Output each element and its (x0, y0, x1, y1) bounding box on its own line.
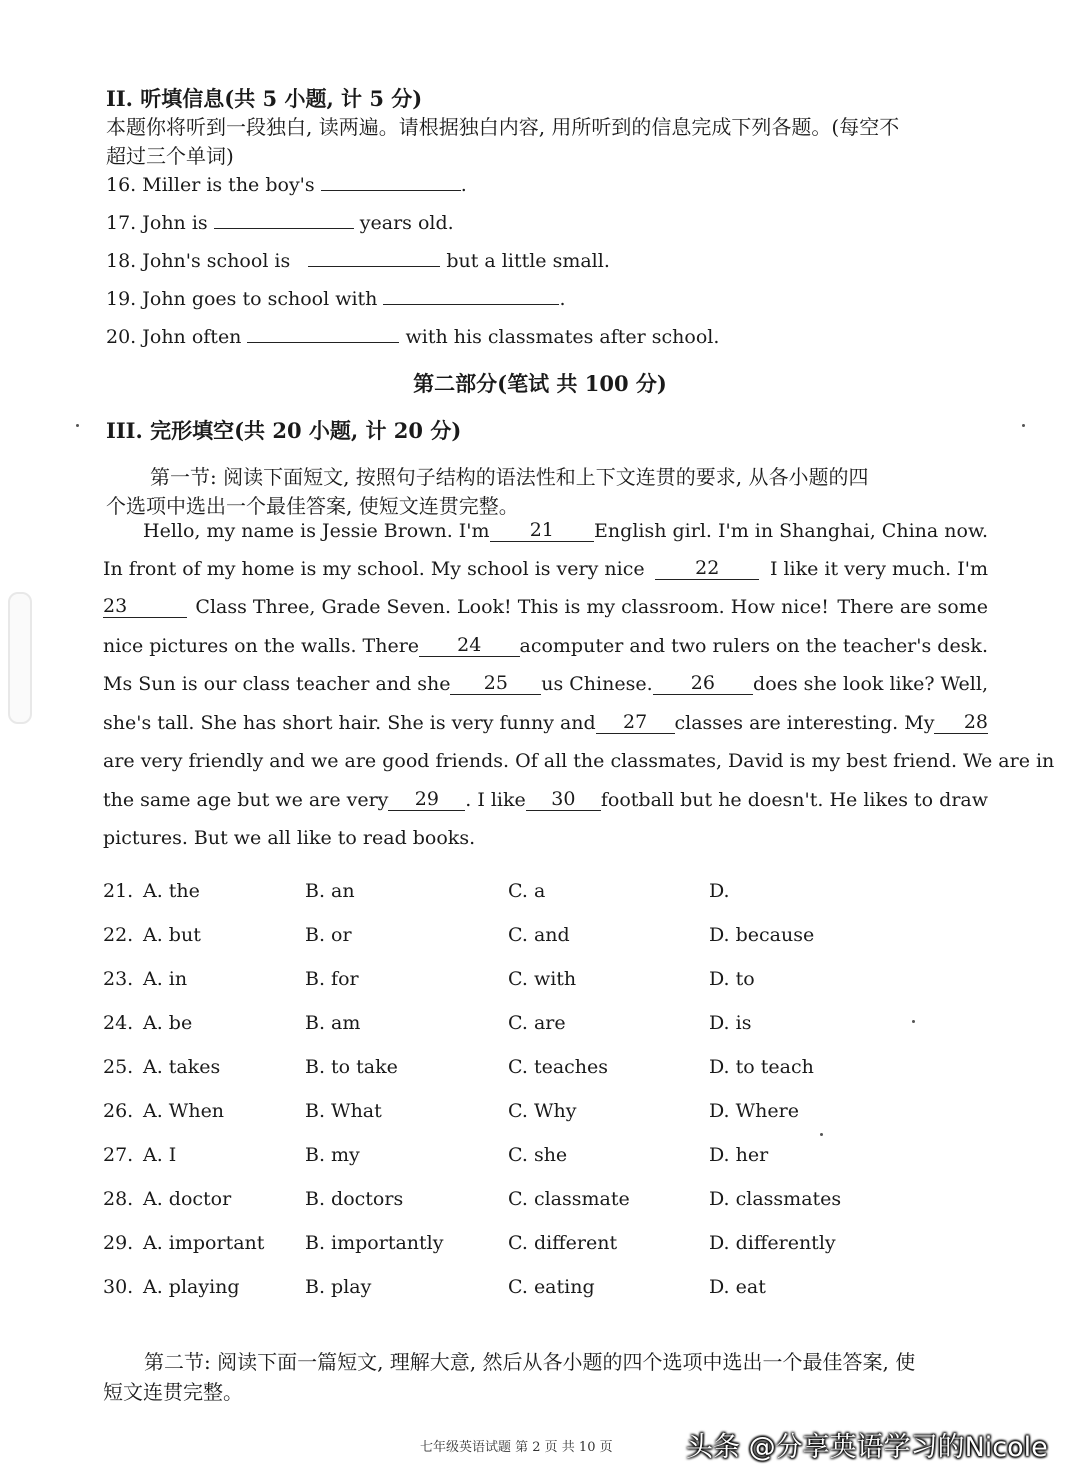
option-a[interactable]: A. be (143, 1012, 193, 1034)
option-a[interactable]: A. in (143, 968, 188, 990)
option-b[interactable]: B. to take (305, 1056, 398, 1078)
question-text: John often (142, 326, 242, 348)
passage-text: English girl. I'm in Shanghai, China now. (594, 520, 988, 542)
passage-line (103, 819, 988, 849)
passage-line (103, 704, 988, 734)
passage-line (103, 627, 988, 657)
answer-blank[interactable] (383, 284, 559, 305)
section2-heading: II. 听填信息(共 5 小题, 计 5 分) (106, 86, 423, 111)
section2-instruction-line2: 超过三个单词) (106, 144, 234, 168)
option-c[interactable]: C. classmate (508, 1188, 630, 1210)
option-row-23 (103, 968, 903, 996)
option-c[interactable]: C. teaches (508, 1056, 609, 1078)
option-number: 28. (103, 1188, 134, 1210)
passage-text: football but he doesn't. He likes to draw (600, 789, 988, 811)
watermark: 头条 @分享英语学习的Nicole (686, 1432, 1048, 1463)
option-a[interactable]: A. playing (143, 1276, 240, 1298)
option-row-26 (103, 1100, 903, 1128)
cloze-blank-25[interactable]: 25 (450, 672, 541, 695)
scan-speck (76, 424, 79, 427)
section3-part2-instruction-line1: 第二节: 阅读下面一篇短文, 理解大意, 然后从各小题的四个选项中选出一个最佳答案, 使 (144, 1350, 916, 1374)
question-text: John goes to school with (142, 288, 378, 310)
option-b[interactable]: B. What (305, 1100, 382, 1122)
option-number: 23. (103, 968, 134, 990)
answer-blank[interactable] (214, 208, 354, 229)
option-c[interactable]: C. Why (508, 1100, 577, 1122)
cloze-blank-24[interactable]: 24 (419, 634, 519, 657)
option-b[interactable]: B. my (305, 1144, 360, 1166)
option-row-30 (103, 1276, 903, 1304)
option-a[interactable]: A. but (143, 924, 201, 946)
option-number: 24. (103, 1012, 134, 1034)
option-c[interactable]: C. a (508, 880, 546, 902)
option-d[interactable]: D. (709, 880, 730, 902)
option-d[interactable]: D. to (709, 968, 755, 990)
option-number: 29. (103, 1232, 134, 1254)
answer-blank[interactable] (247, 322, 399, 343)
passage-line (103, 512, 988, 542)
option-b[interactable]: B. an (305, 880, 355, 902)
passage-text: nice pictures on the walls. There (103, 635, 420, 657)
passage-line (103, 550, 988, 580)
answer-blank[interactable] (321, 170, 461, 191)
section2-instruction-line1: 本题你将听到一段独白, 读两遍。请根据独白内容, 用所听到的信息完成下列各题。(每空不 (106, 115, 900, 139)
question-number: 18. (106, 250, 137, 272)
question-number: 20. (106, 326, 137, 348)
option-number: 25. (103, 1056, 134, 1078)
scan-speck (1022, 424, 1025, 427)
option-d[interactable]: D. classmates (709, 1188, 842, 1210)
option-c[interactable]: C. with (508, 968, 577, 990)
option-c[interactable]: C. she (508, 1144, 568, 1166)
cloze-blank-30[interactable]: 30 (526, 788, 601, 811)
passage-text: computer and two rulers on the teacher's desk. (530, 635, 988, 657)
cloze-blank-27[interactable]: 27 (596, 711, 675, 734)
option-row-28 (103, 1188, 903, 1216)
option-a[interactable]: A. When (143, 1100, 225, 1122)
question-number: 17. (106, 212, 137, 234)
option-row-29 (103, 1232, 903, 1260)
question-19 (106, 284, 566, 310)
question-text-after: years old. (359, 212, 454, 234)
option-row-22 (103, 924, 903, 952)
question-text: John's school is (142, 250, 291, 272)
option-d[interactable]: D. Where (709, 1100, 799, 1122)
option-row-25 (103, 1056, 903, 1084)
option-a[interactable]: A. the (143, 880, 200, 902)
option-d[interactable]: D. to teach (709, 1056, 814, 1078)
question-17 (106, 208, 454, 234)
question-text-after: but a little small. (446, 250, 610, 272)
option-d[interactable]: D. because (709, 924, 815, 946)
passage-line (103, 588, 988, 618)
option-number: 21. (103, 880, 134, 902)
question-text-after: . (460, 174, 467, 196)
option-a[interactable]: A. doctor (143, 1188, 232, 1210)
option-number: 22. (103, 924, 134, 946)
option-d[interactable]: D. differently (709, 1232, 836, 1254)
passage-line (103, 781, 988, 811)
passage-text: In front of my home is my school. My school is very nice (103, 558, 645, 580)
option-b[interactable]: B. doctors (305, 1188, 404, 1210)
option-a[interactable]: A. important (143, 1232, 265, 1254)
question-16 (106, 170, 467, 196)
scroll-handle[interactable] (8, 592, 32, 724)
passage-text: pictures. But we all like to read books. (103, 827, 476, 849)
option-c[interactable]: C. different (508, 1232, 618, 1254)
passage-text: a (519, 635, 531, 657)
part2-title: 第二部分(笔试 共 100 分) (413, 371, 667, 396)
passage-text: are very friendly and we are good friends. Of all the classmates, David is my best friend. We are in (103, 750, 1055, 772)
passage-line (103, 742, 1055, 772)
section3-heading: III. 完形填空(共 20 小题, 计 20 分) (106, 418, 462, 443)
option-b[interactable]: B. or (305, 924, 352, 946)
passage-text: Hello, my name is Jessie Brown. I'm (143, 520, 490, 542)
passage-text: classes are interesting. My (674, 712, 935, 734)
question-text-after: . (559, 288, 566, 310)
option-row-21 (103, 880, 903, 908)
passage-text: I like it very much. I'm (769, 558, 988, 580)
section3-instruction-line2: 个选项中选出一个最佳答案, 使短文连贯完整。 (106, 494, 519, 518)
option-c[interactable]: C. and (508, 924, 570, 946)
cloze-blank-23[interactable]: 23 (103, 595, 187, 618)
scan-speck (820, 1133, 823, 1136)
option-b[interactable]: B. importantly (305, 1232, 444, 1254)
option-a[interactable]: A. takes (143, 1056, 221, 1078)
option-number: 27. (103, 1144, 134, 1166)
question-20 (106, 322, 719, 348)
option-row-24 (103, 1012, 903, 1040)
cloze-blank-28[interactable]: 28 (934, 711, 988, 734)
option-a[interactable]: A. I (143, 1144, 177, 1166)
option-b[interactable]: B. am (305, 1012, 361, 1034)
passage-text: Ms Sun is our class teacher and she (103, 673, 451, 695)
passage-text: . I like (465, 789, 526, 811)
passage-text: does she look like? Well, (753, 673, 988, 695)
answer-blank[interactable] (308, 246, 440, 267)
cloze-blank-21[interactable]: 21 (490, 519, 595, 542)
cloze-blank-26[interactable]: 26 (653, 672, 753, 695)
section3-part2-instruction-line2: 短文连贯完整。 (103, 1380, 243, 1404)
question-text-after: with his classmates after school. (405, 326, 720, 348)
option-d[interactable]: D. eat (709, 1276, 766, 1298)
option-d[interactable]: D. her (709, 1144, 769, 1166)
option-d[interactable]: D. is (709, 1012, 752, 1034)
option-row-27 (103, 1144, 903, 1172)
section3-instruction-line1: 第一节: 阅读下面短文, 按照句子结构的语法性和上下文连贯的要求, 从各小题的四 (150, 465, 869, 489)
scan-speck (912, 1020, 915, 1023)
option-c[interactable]: C. eating (508, 1276, 595, 1298)
option-b[interactable]: B. play (305, 1276, 372, 1298)
question-number: 16. (106, 174, 137, 196)
option-b[interactable]: B. for (305, 968, 359, 990)
passage-text: the same age but we are very (103, 789, 389, 811)
option-c[interactable]: C. are (508, 1012, 566, 1034)
option-number: 30. (103, 1276, 134, 1298)
option-number: 26. (103, 1100, 134, 1122)
passage-text: There are some (837, 596, 988, 618)
cloze-blank-29[interactable]: 29 (388, 788, 465, 811)
passage-text: us Chinese. (541, 673, 653, 695)
question-18 (106, 246, 610, 272)
question-text: Miller is the boy's (142, 174, 315, 196)
question-number: 19. (106, 288, 137, 310)
passage-line (103, 665, 988, 695)
page-footer: 七年级英语试题 第 2 页 共 10 页 (420, 1440, 613, 1455)
question-text: John is (142, 212, 208, 234)
passage-text: she's tall. She has short hair. She is very funny and (103, 712, 596, 734)
cloze-blank-22[interactable]: 22 (655, 557, 759, 580)
passage-text: Class Three, Grade Seven. Look! This is my classroom. How nice! (195, 596, 829, 618)
